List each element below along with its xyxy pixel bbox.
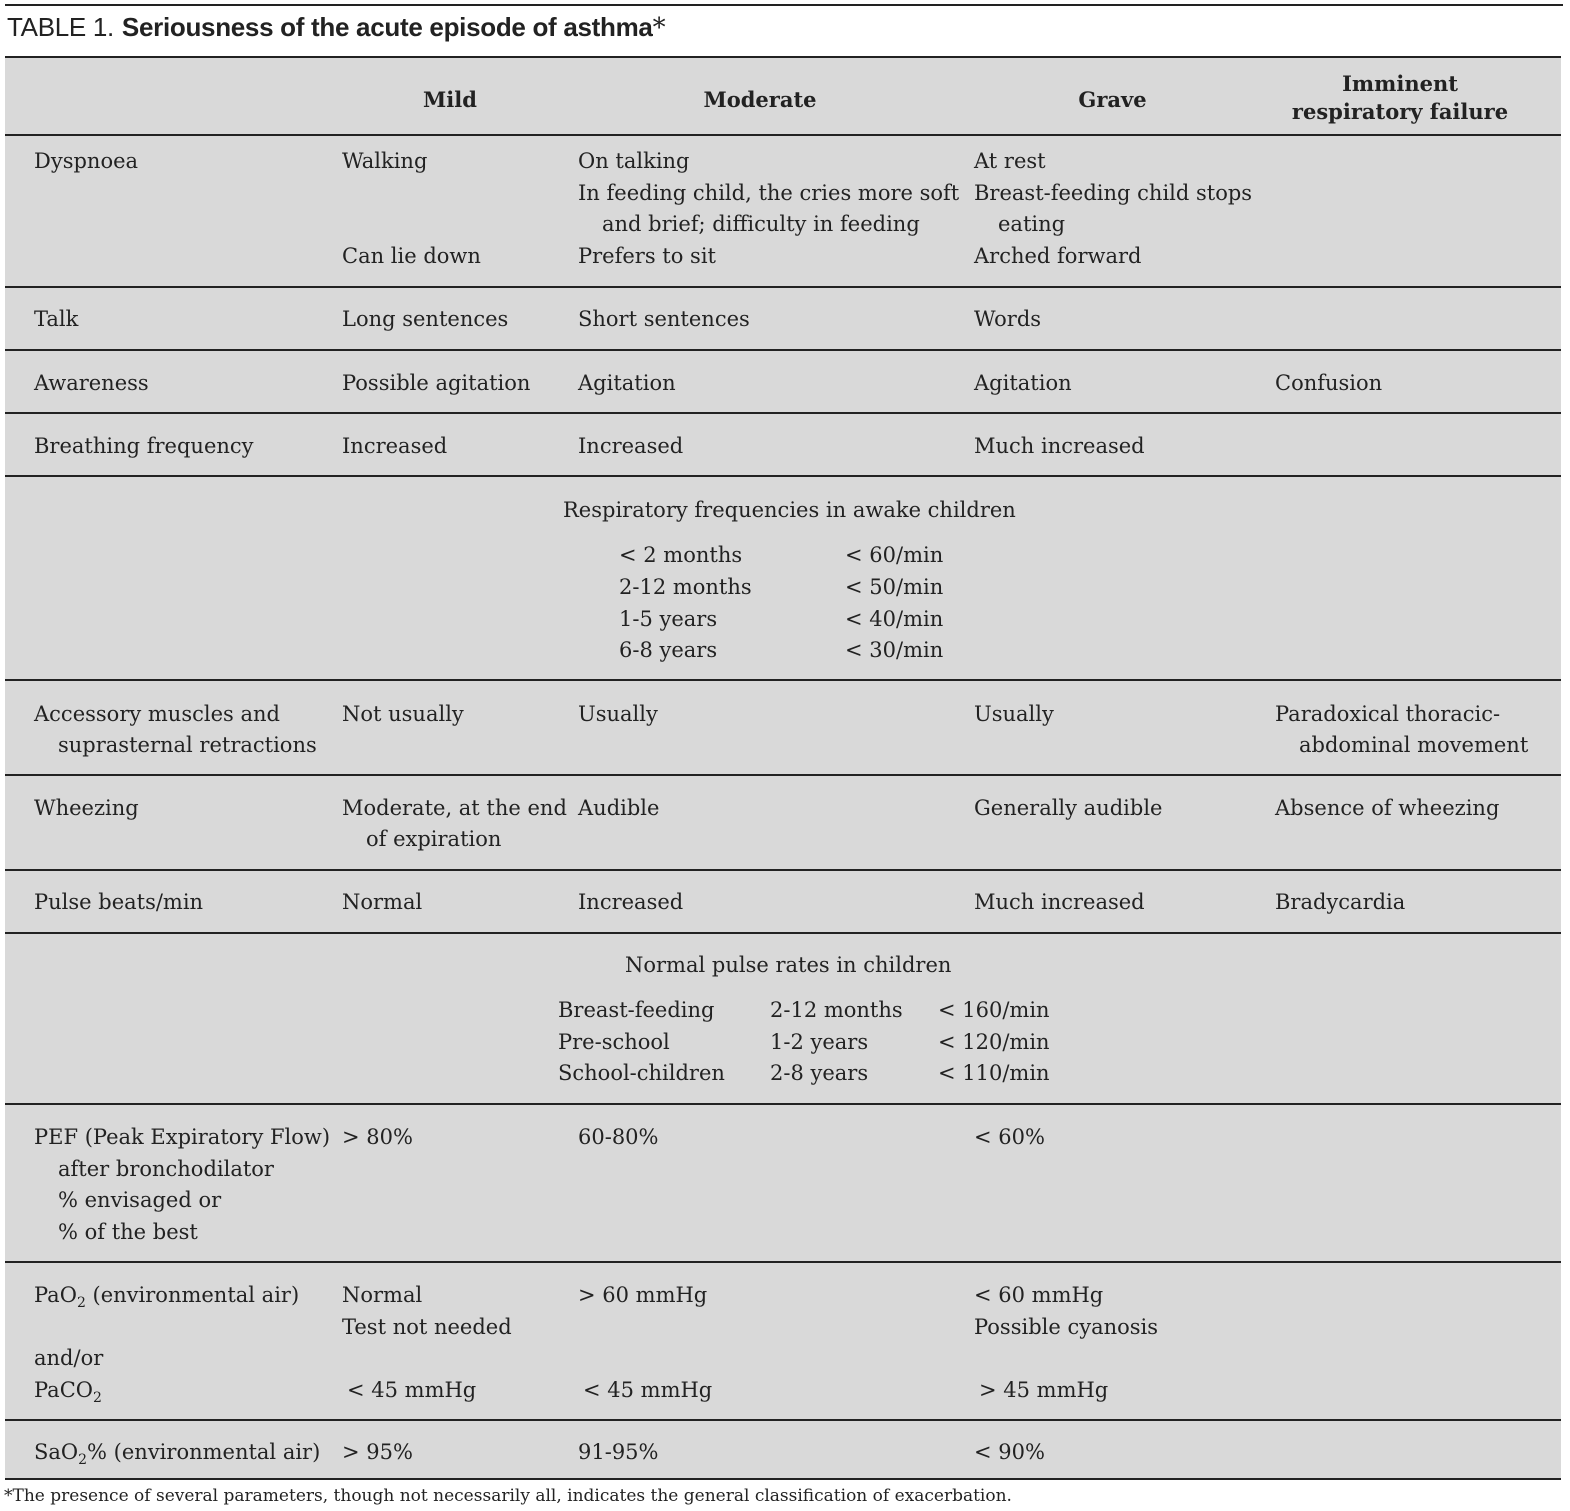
cell-mild: > 95% xyxy=(342,1440,413,1464)
cell-mild: > 80% xyxy=(342,1125,413,1149)
row-talk xyxy=(5,288,1561,351)
cell-grave: Generally audible xyxy=(974,796,1163,820)
cell-mild: Moderate, at the end xyxy=(342,796,567,820)
resp-age: < 2 months xyxy=(619,543,743,567)
resp-rate: < 50/min xyxy=(845,575,944,599)
pulse-group: Breast-feeding xyxy=(558,998,715,1022)
pulse-age: 1-2 years xyxy=(770,1030,869,1054)
param-talk: Talk xyxy=(34,307,79,331)
row-wheezing xyxy=(5,776,1561,871)
cell-mild: Normal xyxy=(342,890,423,914)
cell-moderate: Short sentences xyxy=(578,307,750,331)
cell-mild: Walking xyxy=(342,149,428,173)
resp-age: 2-12 months xyxy=(619,575,752,599)
header-row xyxy=(5,58,1561,136)
param-andor: and/or xyxy=(34,1346,104,1370)
cell-failure: abdominal movement xyxy=(1299,733,1529,757)
col-header-respiratory-failure: respiratory failure xyxy=(1291,99,1509,124)
pulse-group: School-children xyxy=(558,1061,725,1085)
resp-age: 1-5 years xyxy=(619,607,718,631)
row-pao2-paco2 xyxy=(5,1263,1561,1421)
cell-moderate: Increased xyxy=(578,434,684,458)
row-breathing-frequency xyxy=(5,414,1561,477)
col-header-mild: Mild xyxy=(423,87,477,112)
cell-grave: Breast-feeding child stops xyxy=(974,181,1253,205)
cell-grave: eating xyxy=(998,212,1066,236)
param-pef: after bronchodilator xyxy=(58,1157,274,1181)
cell-grave: At rest xyxy=(974,149,1046,173)
cell-moderate: Increased xyxy=(578,890,684,914)
param-dyspnoea: Dyspnoea xyxy=(34,149,139,173)
cell-failure: Absence of wheezing xyxy=(1275,796,1500,820)
respiratory-frequencies-heading: Respiratory frequencies in awake children xyxy=(563,498,1016,522)
row-accessory-muscles xyxy=(5,681,1561,776)
cell-grave: Much increased xyxy=(974,890,1145,914)
pulse-group: Pre-school xyxy=(558,1030,670,1054)
cell-grave: Usually xyxy=(974,702,1054,726)
cell-moderate: On talking xyxy=(578,149,690,173)
cell-mild: Test not needed xyxy=(342,1315,512,1339)
cell-failure: Confusion xyxy=(1275,371,1383,395)
cell-mild: Can lie down xyxy=(342,244,481,268)
param-pef: PEF (Peak Expiratory Flow) xyxy=(34,1125,331,1149)
resp-rate: < 40/min xyxy=(845,607,944,631)
cell-grave: Agitation xyxy=(974,371,1072,395)
cell-mild: Long sentences xyxy=(342,307,509,331)
cell-moderate: 91-95% xyxy=(578,1440,659,1464)
table-footnote: *The presence of several parameters, though not necessarily all, indicates the general classification of exacerbation. xyxy=(4,1486,1012,1506)
table-title-text: Seriousness of the acute episode of asthma xyxy=(121,12,653,42)
param-pulse: Pulse beats/min xyxy=(34,890,204,914)
cell-moderate: Usually xyxy=(578,702,658,726)
row-dyspnoea xyxy=(5,136,1561,288)
cell-mild: Not usually xyxy=(342,702,464,726)
asthma-severity-table xyxy=(5,56,1561,1480)
row-normal-pulse-rates xyxy=(5,934,1561,1105)
cell-moderate: In feeding child, the cries more soft xyxy=(578,181,960,205)
param-awareness: Awareness xyxy=(34,371,149,395)
param-wheezing: Wheezing xyxy=(34,796,139,820)
param-pef: % envisaged or xyxy=(58,1188,222,1212)
cell-grave: Much increased xyxy=(974,434,1145,458)
param-breathing-frequency: Breathing frequency xyxy=(34,434,254,458)
cell-grave: Words xyxy=(974,307,1042,331)
title-footnote-mark: * xyxy=(652,13,666,43)
resp-rate: < 60/min xyxy=(845,543,944,567)
col-header-imminent: Imminent xyxy=(1342,71,1458,96)
col-header-moderate: Moderate xyxy=(703,87,817,112)
cell-mild: Possible agitation xyxy=(342,371,531,395)
cell-grave: < 60 mmHg xyxy=(974,1283,1104,1307)
param-accessory-muscles: Accessory muscles and xyxy=(34,702,280,726)
resp-age: 6-8 years xyxy=(619,638,718,662)
param-pao2: PaO$_2$ (environmental air) xyxy=(34,1283,300,1311)
table-title xyxy=(7,12,665,43)
cell-moderate: Prefers to sit xyxy=(578,244,716,268)
row-sao2 xyxy=(5,1421,1561,1478)
pulse-age: 2-12 months xyxy=(770,998,903,1022)
row-pef xyxy=(5,1105,1561,1263)
top-rule xyxy=(5,4,1563,6)
cell-mild: Normal xyxy=(342,1283,423,1307)
param-paco2: PaCO$_2$ xyxy=(34,1378,102,1406)
pulse-rate: < 160/min xyxy=(938,998,1050,1022)
cell-mild: Increased xyxy=(342,434,448,458)
pulse-rate: < 120/min xyxy=(938,1030,1050,1054)
cell-mild: < 45 mmHg xyxy=(347,1378,477,1402)
cell-moderate: < 45 mmHg xyxy=(583,1378,713,1402)
cell-grave: > 45 mmHg xyxy=(979,1378,1109,1402)
pulse-rate: < 110/min xyxy=(938,1061,1050,1085)
table-label: TABLE 1. xyxy=(7,12,114,42)
param-sao2: SaO$_2$% (environmental air) xyxy=(34,1440,321,1468)
cell-grave: < 60% xyxy=(974,1125,1045,1149)
cell-grave: < 90% xyxy=(974,1440,1045,1464)
param-pef: % of the best xyxy=(58,1220,198,1244)
cell-moderate: 60-80% xyxy=(578,1125,659,1149)
row-pulse xyxy=(5,871,1561,934)
resp-rate: < 30/min xyxy=(845,638,944,662)
cell-grave: Possible cyanosis xyxy=(974,1315,1159,1339)
cell-failure: Paradoxical thoracic- xyxy=(1275,702,1501,726)
row-respiratory-frequencies xyxy=(5,477,1561,681)
cell-moderate: and brief; difficulty in feeding xyxy=(602,212,920,236)
cell-moderate: Agitation xyxy=(578,371,676,395)
pulse-age: 2-8 years xyxy=(770,1061,869,1085)
param-accessory-muscles: suprasternal retractions xyxy=(58,733,317,757)
cell-mild: of expiration xyxy=(366,827,502,851)
col-header-grave: Grave xyxy=(1078,87,1147,112)
cell-failure: Bradycardia xyxy=(1275,890,1406,914)
cell-grave: Arched forward xyxy=(974,244,1142,268)
row-awareness xyxy=(5,351,1561,414)
normal-pulse-rates-heading: Normal pulse rates in children xyxy=(625,953,952,977)
cell-moderate: Audible xyxy=(578,796,660,820)
cell-moderate: > 60 mmHg xyxy=(578,1283,708,1307)
